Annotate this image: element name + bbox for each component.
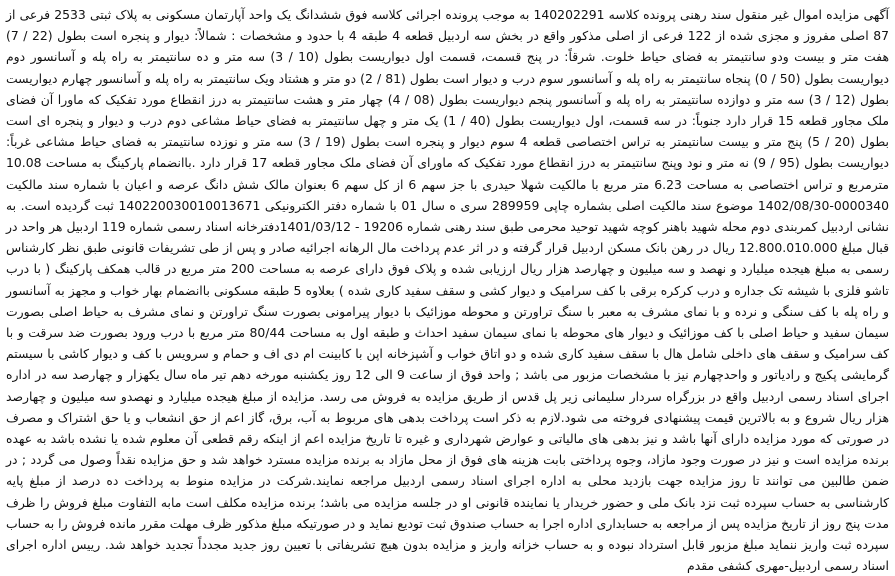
auction-notice-text: آگهی مزایده اموال غیر منقول سند رهنی پرونده کلاسه 140202291 به موجب پرونده اجرائی کلاسه فوق ششدانگ یک واحد آپارتمان مسکونی به پلاک ثبتی 2533 فرعی از 87 اصلی مفروز و مجزی شده از 122 فرعی از اصلی مذکور واقع در بخش سه اردبیل قطعه 4 طبقه 4 با حدود و مشخصات : شمالاً: دیوار و پنجره است بطول (22 / 7) هفت متر و بیست ودو سانتیمتر به فضای حیاط خلوت. شرقاً: در پنج قسمت، قسمت اول دیواریست بطول (10 / 3) سه متر و ده سانتیمتر به راه پله و آسانسور دوم دیواریست بطول (50 / 0) پنجاه سانتیمتر به راه پله و آسانسور سوم درب و دیوار است بطول (81 / 2) دو متر و هشتاد ویک سانتیمتر به راه پله و آسانسور چهارم دیواریست بطول (12 / 3) سه متر و دوازده سانتیمتر به راه پله و آسانسور پنجم دیواریست بطول (08 / 4) چهار متر و هشت سانتیمتر به درز انقطاع مورد تفکیک که ماورا آن فضای ملک مجاور قطعه 15 قرار دارد جنوباً: در سه قسمت، اول دیواریست بطول (40 / 1) یک متر و چهل سانتیمتر به فضای حیاط مشاعی دوم درب و دیوار و پنجره ای است بطول (20 / 5) پنج متر و بیست سانتیمتر به تراس اختصاصی قطعه 4 سوم دیوار و پنجره است بطول (19 / 3) سه متر و نوزده سانتیمتر به فضای حیاط مشاعی غرباً: دیواریست بطول (95 / 9) نه متر و نود وپنج سانتیمتر به درز انقطاع مورد تفکیک که ماورای آن فضای ملک مجاور قطعه 17 قرار دارد .باانضمام پارکینگ به مساحت 10.08 مترمربع و تراس اختصاصی به مساحت 6.23 متر مربع با مالکیت شهلا حیدری با جز سهم 6 از کل سهم 6 بعنوان مالک شش دانگ عرصه و اعیان با شماره سند مالکیت 0000340-1402/08/30 موضوع سند مالکیت اصلی بشماره چاپی 289959 سری ه سال 01 با شماره دفتر الکترونیکی 140220030010013671 ثبت گردیده است. به نشانی اردبیل کمربندی دوم محله شهید باهنر کوچه شهید توحید محرمی طبق سند رهنی شماره 19206 - 1401/03/12دفترخانه اسناد رسمی شماره 119 اردبیل هر واحد در قبال مبلغ 12.800.010.000 ریال در رهن بانک مسکن اردبیل قرار گرفته و در اثر عدم پرداخت مال الرهانه اجرائیه صادر و پس از طی تشریفات قانونی طبق نظر کارشناس رسمی به مبلغ هیجده میلیارد و نهصد و سه میلیون و چهارصد هزار ریال ارزیابی شده و پلاک فوق دارای عرصه به مساحت 200 متر مربع در قالب همکف پارکینگ ( با درب تاشو فلزی با شیشه تک جداره و درب کرکره برقی با کف سرامیک و دیوار کشی و سقف سفید کاری شده ) بعلاوه 5 طبقه مسکونی باانضمام بهار خواب و مجهز به آسانسور و راه پله با کف سنگی و نرده و با نمای مشرف به معبر با سنگ تراورتن و محوطه موزائیک با دیوار پیرامونی بصورت سنگ تراورتن و نمای مشرف به حیاط اصلی بصورت سیمان سفید و حیاط اصلی با کف موزائیک و دیوار های محوطه با نمای سیمان سفید احداث و طبقه اول به مساحت 80/44 متر مربع با درب ورود بصورت ضد سرقت و با کف سرامیک و سقف های داخلی شامل هال با سقف سفید کاری شده و دو اتاق خواب و آشپزخانه اپن با کابینت ام دی اف و حمام و سرویس با کف و دیوار کاشی با سیستم گرمایشی پکیج و رادیاتور و واحدچهارم نیز با مشخصات مزبور می باشد ; واحد فوق از ساعت 9 الی 12 روز یکشنبه مورخه دهم تیر ماه سال یکهزار و چهارصد سه در اداره اجرای اسناد رسمی اردبیل واقع در بزرگراه سردار سلیمانی زیر پل قدس از طریق مزایده به فروش می رسد. مزایده از مبلغ هیجده میلیارد و نهصدو سه میلیون و چهارصد هزار ریال شروع و به بالاترین قیمت پیشنهادی فروخته می شود.لازم به ذکر است پرداخت بدهی های مربوط به آب، برق، گاز اعم از حق انشعاب و یا حق اشتراک و مصرف در صورتی که مورد مزایده دارای آنها باشد و نیز بدهی های مالیاتی و عوارض شهرداری و غیره تا تاریخ مزایده اعم از اینکه رقم قطعی آن معلوم شده یا نشده باشد به عهده برنده مزایده است و نیز در صورت وجود مازاد، وجوه پرداختی بابت هزینه های فوق از محل مازاد به برنده مزایده مسترد خواهد شد و حق مزایده نقداً وصول می گردد ; در ضمن طالبین می توانند تا روز مزایده جهت بازدید محلی به اداره اجرای اسناد رسمی اردبیل مراجعه نمایند.شرکت در مزایده منوط به پرداخت ده درصد از مبلغ پایه کارشناسی به حساب سپرده ثبت نزد بانک ملی و حضور خریدار یا نماینده قانونی او در جلسه مزایده می باشد؛ برنده مزایده مکلف است مابه التفاوت مبلغ فروش را ظرف مدت پنج روز از تاریخ مزایده پس از مراجعه به حسابداری اداره اجرا به حساب صندوق ثبت تودیع نماید و در صورتیکه مبلغ مذکور ظرف مهلت مقرر مانده فروش را به حساب سپرده ثبت واریز ننماید مبلغ مزبور قابل استرداد نبوده و به حساب خزانه واریز و مزایده بدون هیچ تشریفاتی با تعیین روز جدید مجدداً تجدید خواهد شد. رییس اداره اجرای اسناد رسمی اردبیل-مهری کشفی مقدم — [6, 7, 890, 574]
